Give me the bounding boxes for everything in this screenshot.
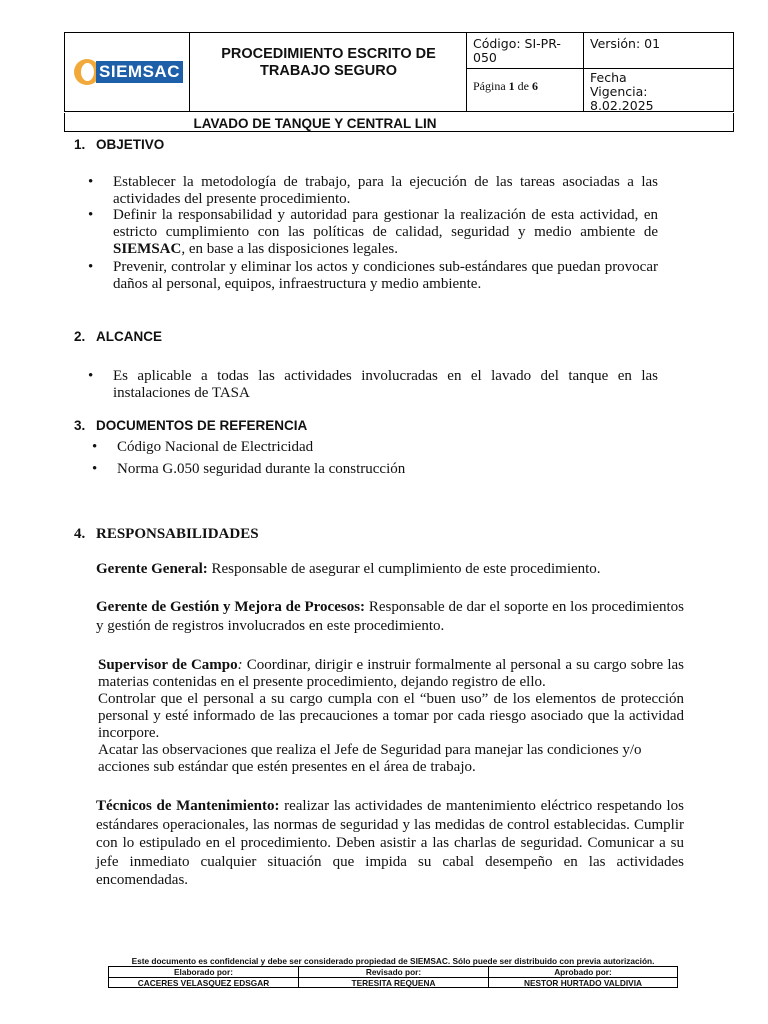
document-title <box>190 46 467 80</box>
confidentiality-note: Este documento es confidencial y debe ser considerado propiedad de SIEMSAC. Sólo puede ser distribuido con previa autorización. <box>131 956 655 966</box>
section-heading-responsabilidades: 4. RESPONSABILIDADES <box>74 526 259 542</box>
aprobado-name: NESTOR HURTADO VALDIVIA <box>523 978 642 988</box>
section-heading-referencias: 3. DOCUMENTOS DE REFERENCIA <box>74 418 308 433</box>
bullet-icon: • <box>88 259 94 275</box>
approval-table <box>108 966 678 988</box>
elaborado-name: CACERES VELASQUEZ EDSGAR <box>137 978 270 988</box>
version-cell <box>584 33 734 69</box>
revisado-name: TERESITA REQUENA <box>351 978 436 988</box>
responsabilidad-tecnicos: Técnicos de Mantenimiento: realizar las actividades de mantenimiento eléctrico respetando los estándares operacionales, las normas de seguridad y las medidas de control establecidas. Cumplir con lo estipulado en el procedimiento. Deben asistir a las charlas de seguridad. Comunicar a su jefe inmediato cualquier situación que impida su cabal desempeño en las actividades encomendadas. <box>96 798 684 888</box>
logo-cell <box>65 33 190 112</box>
vigencia: Fecha Vigencia: 8.02.2025 <box>590 70 654 113</box>
page-number: Página 1 de 6 <box>473 79 538 93</box>
revisado-column: Revisado por: TERESITA REQUENA <box>299 967 489 987</box>
section-heading-alcance: 2. ALCANCE <box>74 329 162 344</box>
responsabilidad-supervisor: Supervisor de Campo: Coordinar, dirigir e instruir formalmente al personal a su cargo sobre las materias contenidas en el presente procedimiento, dejando registro de ello. Controlar que el personal a su cargo cumpla con el “buen uso” de los elementos de protección personal y esté informado de las precauciones a tomar por cada riesgo asociado que la actividad incorpore. Acatar las observaciones que realiza el Jefe de Seguridad para manejar las condiciones y/o acciones sub estándar que estén presentes en el área de trabajo. <box>98 657 685 775</box>
logo-text: SIEMSAC <box>96 61 183 83</box>
vigencia-date: 8.02.2025 <box>590 98 654 113</box>
document-code: Código: SI-PR-050 <box>473 36 561 65</box>
page-cell <box>467 69 584 112</box>
elaborado-column: Elaborado por: CACERES VELASQUEZ EDSGAR <box>109 967 299 987</box>
aprobado-column: Aprobado por: NESTOR HURTADO VALDIVIA <box>489 967 677 987</box>
bullet-icon: • <box>92 439 98 455</box>
document-header <box>64 32 734 112</box>
section-heading-objetivo: 1. OBJETIVO <box>74 137 165 152</box>
subject-bar <box>64 113 734 132</box>
responsabilidad-gerente-gestion: Gerente de Gestión y Mejora de Procesos: Responsable de dar el soporte en los procedimientos y gestión de registros involucrados en este procedimiento. <box>96 599 684 634</box>
bullet-icon: • <box>88 207 94 223</box>
bullet-icon: • <box>92 461 98 477</box>
title-line-1: PROCEDIMIENTO ESCRITO DE <box>221 46 436 62</box>
bullet-icon: • <box>88 368 94 384</box>
vigencia-cell <box>584 69 734 112</box>
siemsac-logo <box>74 55 184 89</box>
title-line-2: TRABAJO SEGURO <box>260 63 397 79</box>
responsabilidad-gerente-general: Gerente General: Responsable de asegurar el cumplimiento de este procedimiento. <box>96 561 601 577</box>
title-cell <box>190 33 467 112</box>
bullet-icon: • <box>88 174 94 190</box>
document-subject: LAVADO DE TANQUE Y CENTRAL LIN <box>193 117 437 131</box>
document-version: Versión: 01 <box>590 36 661 51</box>
code-cell <box>467 33 584 69</box>
